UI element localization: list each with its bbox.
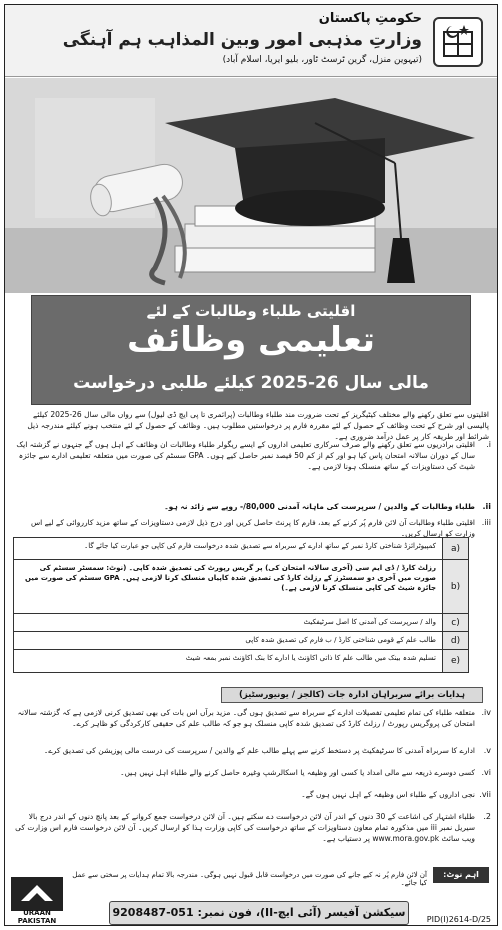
contact-info: سیکشن آفیسر (آئی ایچ-II)، فون نمبر: 051-9208487 <box>109 901 409 925</box>
guideline-item <box>13 767 489 778</box>
guideline-number: vii. <box>479 790 491 799</box>
criteria-text: طلباء وطالبات کے والدین / سرپرست کی ماہانہ آمدنی 80,000/- روپے سے زائد نہ ہو۔ <box>164 502 475 511</box>
guideline-text: متعلقہ طلباء کی تمام تعلیمی تفصیلات ادارے کے سربراہ سے تصدیق ہوں گی۔ مزید برآں اس بات کی بھی تصدیق کرنی لازمی ہے کہ گزشتہ سالانہ امتحان کی پروگریس رپورٹ / رزلٹ کارڈ کی تصدیق شدہ کاپی منسلک ہو جو کہ طالب علم کی حقیقی کارکردگی کو ظاہر کرے۔ <box>17 708 475 728</box>
advertisement-page <box>4 4 498 926</box>
guideline-number: v. <box>483 746 491 755</box>
table-row <box>14 538 468 560</box>
ministry-address: (تیہوین منزل، گرین ٹرسٹ ٹاور، بلیو ایریا، اسلام آباد) <box>222 55 422 65</box>
document-text: والد / سرپرست کی آمدنی کا اصل سرٹیفکیٹ <box>303 618 436 626</box>
banner-title: تعلیمی وظائف <box>127 320 375 360</box>
table-row <box>14 632 468 650</box>
application-instruction <box>13 811 489 844</box>
document-label: c) <box>442 614 468 631</box>
guideline-item <box>13 789 489 800</box>
criteria-text: اقلیتی برادریوں سے تعلق رکھنے والے صرف سرکاری تعلیمی اداروں کے ایسے ریگولر طلباء وطالبات ان وظائف کے اہل ہوں گے جنہوں نے گزشتہ ایک سال کے دوران سالانہ امتحان پاس کیا ہو اور کم از کم 50 فیصد نمبر حاصل کیے ہوں۔ GPA سسٹم کی صورت میں متعلقہ تعلیمی ادارے سے جائزہ شیٹ کی دستاویزات کے ساتھ منسلک ہونا لازمی ہے۔ <box>16 440 475 471</box>
table-row <box>14 560 468 614</box>
important-note-label: اہم نوٹ: <box>433 867 489 883</box>
graduation-cap-photo <box>5 78 497 293</box>
guideline-item <box>13 745 489 756</box>
banner-year: مالی سال 26-2025 کیلئے طلبی درخواست <box>73 373 429 393</box>
guideline-item <box>13 707 489 729</box>
document-label: d) <box>442 632 468 649</box>
state-emblem-icon <box>433 17 483 67</box>
guideline-text: کسی دوسرے ذریعہ سے مالی امداد یا کسی اور وظیفہ یا اسکالرشپ وغیرہ حاصل کرنے والے طلباء اہل نہیں ہیں۔ <box>120 768 475 777</box>
intro-paragraph: اقلیتوں سے تعلق رکھنے والے مختلف کیٹیگریز کے تحت ضرورت مند طلباء وطالبات (پرائمری تا پی ایچ ڈی لیول) سے رواں مالی سال 26-2025 کیلئے پالیسی اور شرح کے تحت وظائف کے حصول کے لئے مقررہ فارم پر درخواستیں مطلوب ہیں۔ وظائف کے حصول کے لئے منتخب ہونے کیلئے مندرجہ ذیل شرائط اور طریقہ کار پر عمل درآمد ضروری ہے۔ <box>27 410 489 441</box>
guidelines-heading: ہدایات برائے سربراہان ادارہ جات (کالجز / یونیورسٹیز) <box>221 687 483 703</box>
banner-subtitle: اقلیتی طلباء وطالبات کے لئے <box>146 302 356 320</box>
instruction-number: 2. <box>483 812 491 821</box>
guideline-number: vi. <box>481 768 491 777</box>
document-text: تسلیم شدہ بینک میں طالب علم کا ذاتی اکاؤنٹ یا ادارے کا بنک اکاؤنٹ نمبر بمعہ شیٹ <box>185 654 436 662</box>
guideline-text: ادارے کا سربراہ آمدنی کا سرٹیفکیٹ پر دستخط کرنے سے پہلے طالب علم کے والدین / سرپرست کی درست مالی پوزیشن کی تصدیق کرے۔ <box>43 746 475 755</box>
criteria-number: ii. <box>482 502 491 511</box>
criteria-item <box>13 517 489 539</box>
criteria-number: iii. <box>481 518 491 527</box>
instruction-text: طلباء اشتہار کی اشاعت کے 30 دنوں کے اندر آن لائن درخواست دے سکتے ہیں۔ آن لائن درخواست جمع کروانے کے بعد پانچ دنوں کے اندر درج بالا سیریل نمبر iii میں مذکورہ تمام معاون دستاویزات کے ساتھ درخواست کی کاپی وزارت ہذا کو ارسال کریں۔ آن لائن درخواست فارم اس وزارت کی ویب سائٹ www.mora.gov.pk پر دستیاب ہے۔ <box>15 812 475 843</box>
title-banner <box>31 295 471 405</box>
document-label: a) <box>442 538 468 559</box>
pid-number: PID(I)2614-D/25 <box>426 915 491 924</box>
guideline-number: iv. <box>481 708 491 717</box>
government-title: حکومتِ پاکستان <box>318 11 422 26</box>
important-note-text: آن لائن فارم پُر نہ کیے جانے کی صورت میں درخواست قابل قبول نہیں ہوگی۔ مندرجہ بالا تمام ہدایات پر سختی سے عمل کیا جائے۔ <box>72 871 427 887</box>
documents-table <box>13 537 469 673</box>
criteria-item <box>13 501 489 512</box>
criteria-number: i. <box>486 440 491 449</box>
guideline-text: نجی اداروں کے طلباء اس وظیفہ کے اہل نہیں ہوں گے۔ <box>301 790 475 799</box>
criteria-text: اقلیتی طلباء وطالبات آن لائن فارم پُر کرنے کے بعد، فارم کا پرنٹ حاصل کریں اور درج ذیل لازمی دستاویزات کے ساتھ مزید کارروائی کے لیے اس وزارت کو ارسال کریں۔ <box>30 518 475 538</box>
ministry-name: وزارتِ مذہبی امور وبین المذاہب ہم آہنگی <box>62 30 422 50</box>
document-text: کمپیوٹرائزڈ شناختی کارڈ نمبر کے ساتھ ادارے کے سربراہ سے تصدیق شدہ درخواست فارم کی کاپی جو عبارت کیا جائے گا۔ <box>84 542 436 550</box>
uraan-logo-text: URAAN PAKISTAN <box>17 909 57 925</box>
document-text: رزلٹ کارڈ / ڈی ایم سی (آخری سالانہ امتحان کی) پر گریس رپورٹ کی تصدیق شدہ کاپی۔ (نوٹ: سمسٹر سسٹم کی صورت میں آخری دو سمسٹرز کے رزلٹ کارڈ کی تصدیق شدہ کاپیاں منسلک کرنا لازمی ہیں۔ GPA سسٹم کی صورت میں جائزہ شیٹ کی کاپی منسلک کرنا لازمی ہے۔) <box>24 564 436 592</box>
table-row <box>14 614 468 632</box>
table-row <box>14 650 468 672</box>
document-text: طالب علم کے قومی شناختی کارڈ / ب فارم کی تصدیق شدہ کاپی <box>245 636 436 644</box>
document-label: e) <box>442 650 468 672</box>
document-label: b) <box>442 560 468 613</box>
header <box>5 5 497 77</box>
criteria-item <box>13 439 489 472</box>
uraan-pakistan-logo <box>11 877 63 925</box>
